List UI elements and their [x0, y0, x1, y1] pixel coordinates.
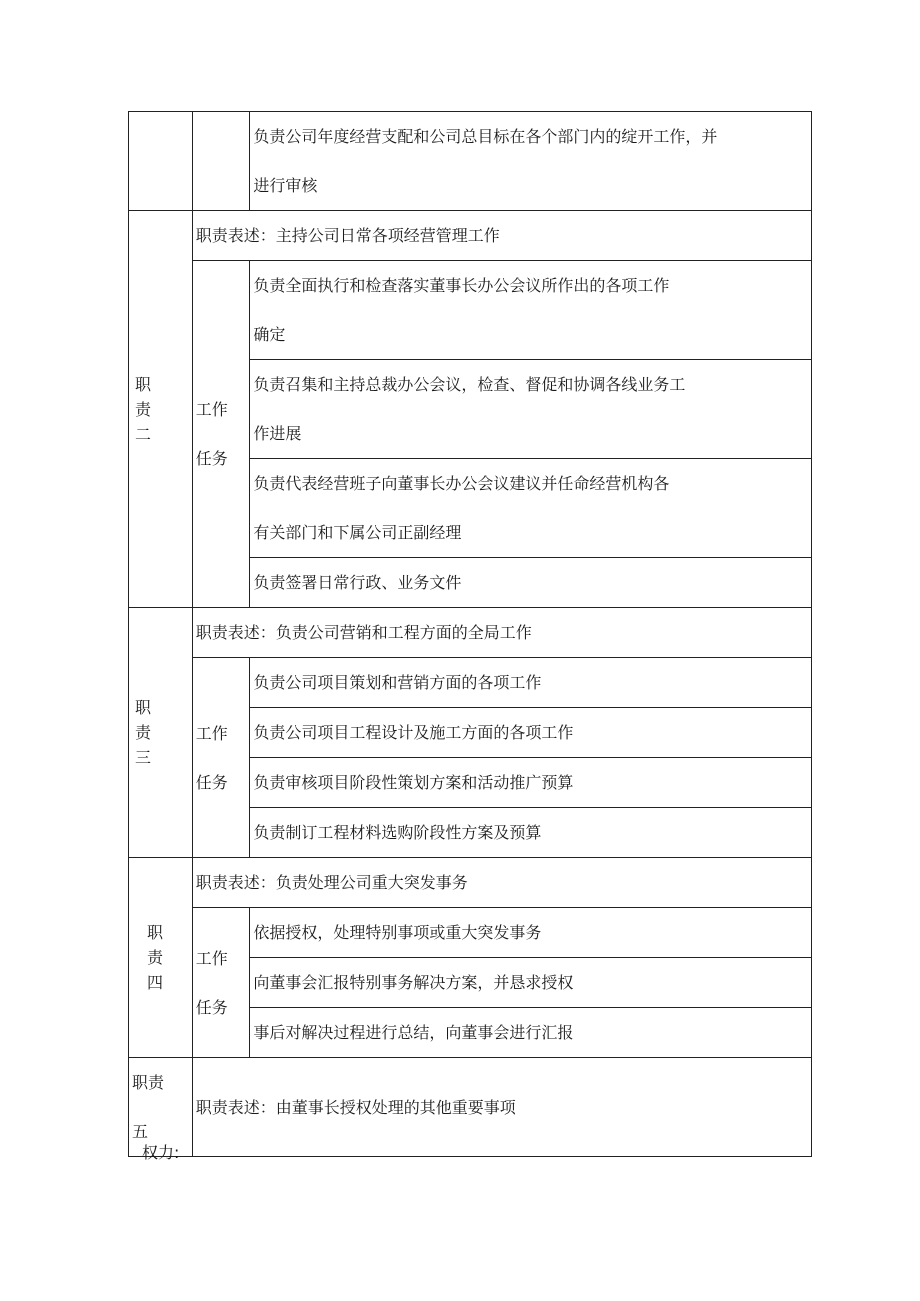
- duty3-task-row: [129, 658, 812, 708]
- duty5-row: [129, 1058, 812, 1157]
- duty4-task-2: 向董事会汇报特别事务解决方案，并恳求授权: [250, 958, 812, 1008]
- duty4-task-row: [129, 908, 812, 958]
- duty4-description-row: [129, 858, 812, 908]
- duty2-task-4: 负责签署日常行政、业务文件: [250, 558, 812, 608]
- duty2-description: 职责表述：主持公司日常各项经营管理工作: [192, 211, 811, 261]
- duty2-label: [129, 211, 193, 608]
- duty2-description-row: [129, 211, 812, 261]
- duty2-task-3-line2: 有关部门和下属公司正副经理: [253, 523, 462, 542]
- duty2-task-2: [250, 360, 812, 459]
- duty3-label-char1: 职: [135, 698, 152, 717]
- duty4-label-char3: 四: [147, 973, 164, 992]
- duty4-task-label-line1: 工作: [195, 948, 228, 968]
- duty2-task-row: [129, 261, 812, 360]
- duty4-label: [129, 858, 193, 1058]
- duty4-task-label-line2: 任务: [195, 997, 228, 1017]
- duty3-task-label-line1: 工作: [195, 723, 228, 743]
- duty2-label-char3: 二: [135, 424, 152, 444]
- duty3-label-char2: 责: [135, 723, 152, 742]
- duty2-label-char2: 责: [135, 399, 152, 419]
- duty4-task-3: 事后对解决过程进行总结，向董事会进行汇报: [250, 1008, 812, 1058]
- duty2-task-label-line1: 工作: [195, 400, 228, 419]
- duty4-task-1: 依据授权，处理特别事项或重大突发事务: [250, 908, 812, 958]
- duty1-task-line2: 进行审核: [253, 176, 318, 195]
- duty4-label-char1: 职: [147, 923, 164, 942]
- duty2-task-3-line1: 负责代表经营班子向董事长办公会议建议并任命经营机构各: [253, 474, 670, 493]
- duty1-label-cell: [129, 112, 193, 211]
- duty3-description-row: [129, 608, 812, 658]
- duty2-task-1: [250, 261, 812, 360]
- duty1-task: [250, 112, 812, 211]
- duty1-task-line1: 负责公司年度经营支配和公司总目标在各个部门内的绽开工作，并: [253, 127, 718, 146]
- duty2-label-char1: 职: [135, 374, 152, 394]
- duty1-row: [129, 112, 812, 211]
- duty3-task-1: 负责公司项目策划和营销方面的各项工作: [250, 658, 812, 708]
- duty2-task-1-line1: 负责全面执行和检查落实董事长办公会议所作出的各项工作: [253, 276, 670, 295]
- duty2-task-2-line2: 作进展: [253, 424, 302, 443]
- duty2-task-label: [192, 261, 250, 608]
- duty2-task-3: [250, 459, 812, 558]
- duty3-label: [129, 608, 193, 858]
- duty3-description: 职责表述：负责公司营销和工程方面的全局工作: [192, 608, 811, 658]
- duty3-task-3: 负责审核项目阶段性策划方案和活动推广预算: [250, 758, 812, 808]
- duty1-tasklabel-cell: [192, 112, 250, 211]
- duty-table: [128, 111, 812, 1157]
- duty2-task-label-line2: 任务: [195, 449, 228, 468]
- duty3-label-char3: 三: [135, 748, 152, 767]
- duty5-description: 职责表述：由董事长授权处理的其他重要事项: [192, 1058, 811, 1157]
- power-label: 权力:: [142, 1143, 180, 1162]
- duty3-task-label-line2: 任务: [195, 772, 228, 792]
- duty3-task-label: [192, 658, 250, 858]
- duty3-task-4: 负责制订工程材料选购阶段性方案及预算: [250, 808, 812, 858]
- duty2-task-2-line1: 负责召集和主持总裁办公会议，检查、督促和协调各线业务工: [253, 375, 686, 394]
- duty2-task-1-line2: 确定: [253, 325, 286, 344]
- duty4-task-label: [192, 908, 250, 1058]
- duty3-task-2: 负责公司项目工程设计及施工方面的各项工作: [250, 708, 812, 758]
- duty5-label-line1: 职责: [132, 1073, 165, 1092]
- duty4-description: 职责表述：负责处理公司重大突发事务: [192, 858, 811, 908]
- duty5-label-line2: 五: [132, 1122, 149, 1141]
- duty4-label-char2: 责: [147, 948, 164, 967]
